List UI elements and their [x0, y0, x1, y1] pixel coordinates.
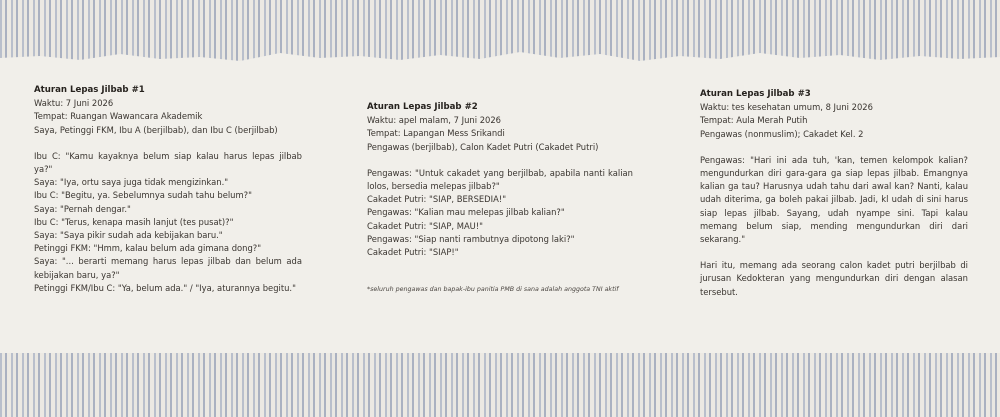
- meta-line: Waktu: tes kesehatan umum, 8 Juni 2026: [700, 102, 873, 113]
- dialogue-line: Saya: "Saya pikir sudah ada kebijakan baru.": [34, 230, 223, 241]
- footnote: *seluruh pengawas dan bapak-ibu panitia PMB di sana adalah anggota TNI aktif: [367, 286, 619, 294]
- dialogue-line: Pengawas: "Siap nanti rambutnya dipotong laki?": [367, 233, 575, 244]
- dialogue-line: Saya: "Iya, ortu saya juga tidak mengizinkan.": [34, 177, 229, 188]
- bottom-stripe-border: [0, 353, 1000, 417]
- rule-card-1: [34, 84, 302, 295]
- meta-line: Waktu: 7 Juni 2026: [34, 98, 114, 109]
- rule-card-3: [700, 88, 968, 299]
- dialogue-line: Ibu C: "Kamu kayaknya belum siap kalau harus lepas jilbab ya?": [34, 150, 302, 175]
- rule-title: Aturan Lepas Jilbab #3: [700, 89, 811, 99]
- dialogue-line: Petinggi FKM: "Hmm, kalau belum ada gimana dong?": [34, 243, 262, 254]
- dialogue-line: Pengawas: "Kalian mau melepas jilbab kalian?": [367, 207, 565, 218]
- meta-line: Pengawas (nonmuslim); Cakadet Kel. 2: [700, 128, 864, 139]
- dialogue-line: Saya: "... berarti memang harus lepas jilbab dan belum ada kebijakan baru, ya?": [34, 256, 302, 280]
- dialogue-line: Saya: "Pernah dengar.": [34, 203, 131, 214]
- paragraph: Hari itu, memang ada seorang calon kadet putri berjilbab di jurusan Kedokteran yang mengundurkan diri dengan alasan tersebut.: [700, 260, 968, 297]
- top-torn-edge: [0, 32, 1000, 66]
- meta-line: Waktu: apel malam, 7 Juni 2026: [367, 115, 502, 126]
- dialogue-line: Cakadet Putri: "SIAP, BERSEDIA!": [367, 194, 507, 205]
- dialogue-line: Cakadet Putri: "SIAP, MAU!": [367, 220, 484, 231]
- meta-line: Tempat: Lapangan Mess Srikandi: [367, 128, 505, 139]
- rule-card-2: [367, 101, 633, 295]
- dialogue-line: Ibu C: "Terus, kenapa masih lanjut (tes pusat)?": [34, 216, 234, 227]
- rule-title: Aturan Lepas Jilbab #1: [34, 85, 145, 95]
- paragraph: Pengawas: "Hari ini ada tuh, 'kan, temen kelompok kalian? mengundurkan diri gara-gara ga siap lepas jilbab. Emangnya kalian ga tau? Harusnya udah tahu dari awal kan? Nanti, kalau udah diterima, ga boleh pakai jilbab. Jadi, kl udah di sini harus siap lepas jilbab. Sayang, udah nyampe sini. Tapi kalau memang belum siap, mending mengundurkan diri dari sekarang.": [700, 154, 968, 245]
- dialogue-line: Cakadet Putri: "SIAP!": [367, 247, 459, 258]
- meta-line: Tempat: Ruangan Wawancara Akademik: [34, 111, 203, 122]
- dialogue-line: Ibu C: "Begitu, ya. Sebelumnya sudah tahu belum?": [34, 190, 252, 201]
- meta-line: Saya, Petinggi FKM, Ibu A (berjilbab), dan Ibu C (berjilbab): [34, 124, 278, 135]
- meta-line: Pengawas (berjilbab), Calon Kadet Putri (Cakadet Putri): [367, 141, 599, 152]
- dialogue-line: Petinggi FKM/Ibu C: "Ya, belum ada." / "Iya, aturannya begitu.": [34, 282, 296, 293]
- dialogue-line: Pengawas: "Untuk cakadet yang berjilbab, apabila nanti kalian lolos, bersedia melepas jilbab?": [367, 167, 633, 192]
- rule-title: Aturan Lepas Jilbab #2: [367, 102, 478, 112]
- meta-line: Tempat: Aula Merah Putih: [700, 115, 808, 126]
